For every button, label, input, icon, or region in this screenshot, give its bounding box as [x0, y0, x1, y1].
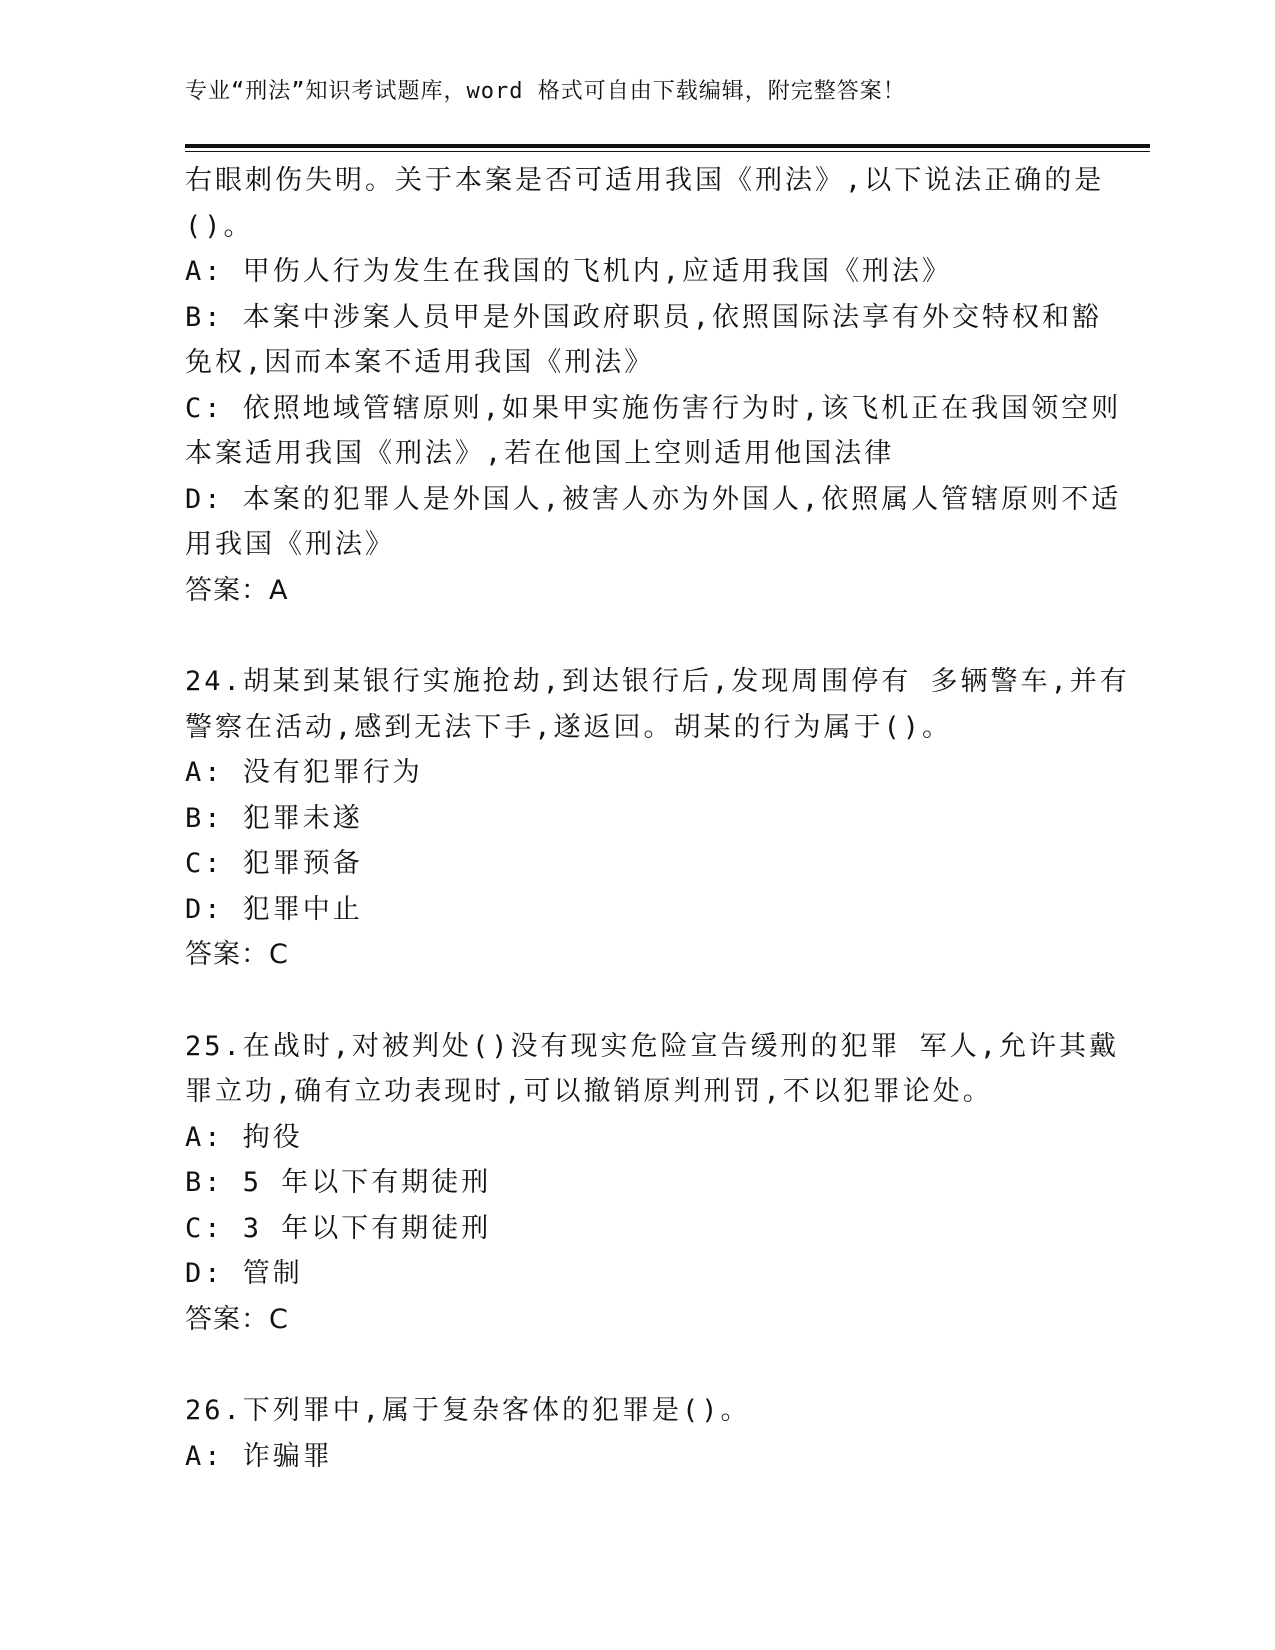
option-b: B: 犯罪未遂: [185, 802, 363, 834]
page-header: 专业“刑法”知识考试题库，word 格式可自由下载编辑，附完整答案！: [185, 79, 906, 104]
option-b-continued: 免权,因而本案不适用我国《刑法》: [185, 347, 655, 378]
option-a: A: 没有犯罪行为: [185, 757, 423, 788]
option-a: A: 拘役: [185, 1121, 303, 1153]
question-text-line: 右眼刺伤失明。关于本案是否可适用我国《刑法》,以下说法正确的是: [185, 165, 1105, 196]
block-spacer: [185, 1342, 1145, 1388]
answer-line: 答案：A: [185, 574, 289, 606]
option-b: B: 5 年以下有期徒刑: [185, 1167, 492, 1198]
answer-line: 答案：C: [185, 1303, 289, 1335]
answer-line: 答案：C: [185, 939, 289, 970]
header-rule-thin: [185, 151, 1150, 152]
option-c: C: 依照地域管辖原则,如果甲实施伤害行为时,该飞机正在我国领空则: [185, 392, 1122, 424]
option-a: A: 甲伤人行为发生在我国的飞机内,应适用我国《刑法》: [185, 256, 953, 287]
option-c: C: 犯罪预备: [185, 848, 363, 879]
question-text-line: 26.下列罪中,属于复杂客体的犯罪是()。: [185, 1395, 751, 1426]
option-b: B: 本案中涉案人员甲是外国政府职员,依照国际法享有外交特权和豁: [185, 301, 1103, 333]
header-rule: [185, 144, 1150, 148]
option-a: A: 诈骗罪: [185, 1440, 333, 1472]
question-text-line: 25.在战时,对被判处()没有现实危险宣告缓刑的犯罪 军人,允许其戴: [185, 1030, 1120, 1062]
option-c: C: 3 年以下有期徒刑: [185, 1212, 492, 1244]
question-text-line: 罪立功,确有立功表现时,可以撤销原判刑罚,不以犯罪论处。: [185, 1076, 993, 1107]
option-d: D: 本案的犯罪人是外国人,被害人亦为外国人,依照属人管辖原则不适: [185, 483, 1122, 515]
block-spacer: [185, 613, 1145, 659]
question-block: [185, 1388, 1145, 1479]
question-text-line: 警察在活动,感到无法下手,遂返回。胡某的行为属于()。: [185, 711, 953, 743]
option-d: D: 管制: [185, 1258, 303, 1289]
question-content: [185, 158, 1145, 1479]
question-text-line: 24.胡某到某银行实施抢劫,到达银行后,发现周围停有 多辆警车,并有: [185, 666, 1130, 697]
option-c-continued: 本案适用我国《刑法》,若在他国上空则适用他国法律: [185, 438, 895, 469]
option-d: D: 犯罪中止: [185, 893, 363, 925]
question-block: [185, 158, 1145, 613]
question-block: [185, 1024, 1145, 1343]
question-block: [185, 659, 1145, 978]
option-d-continued: 用我国《刑法》: [185, 529, 395, 560]
block-spacer: [185, 978, 1145, 1024]
question-text-line: ()。: [185, 210, 254, 242]
